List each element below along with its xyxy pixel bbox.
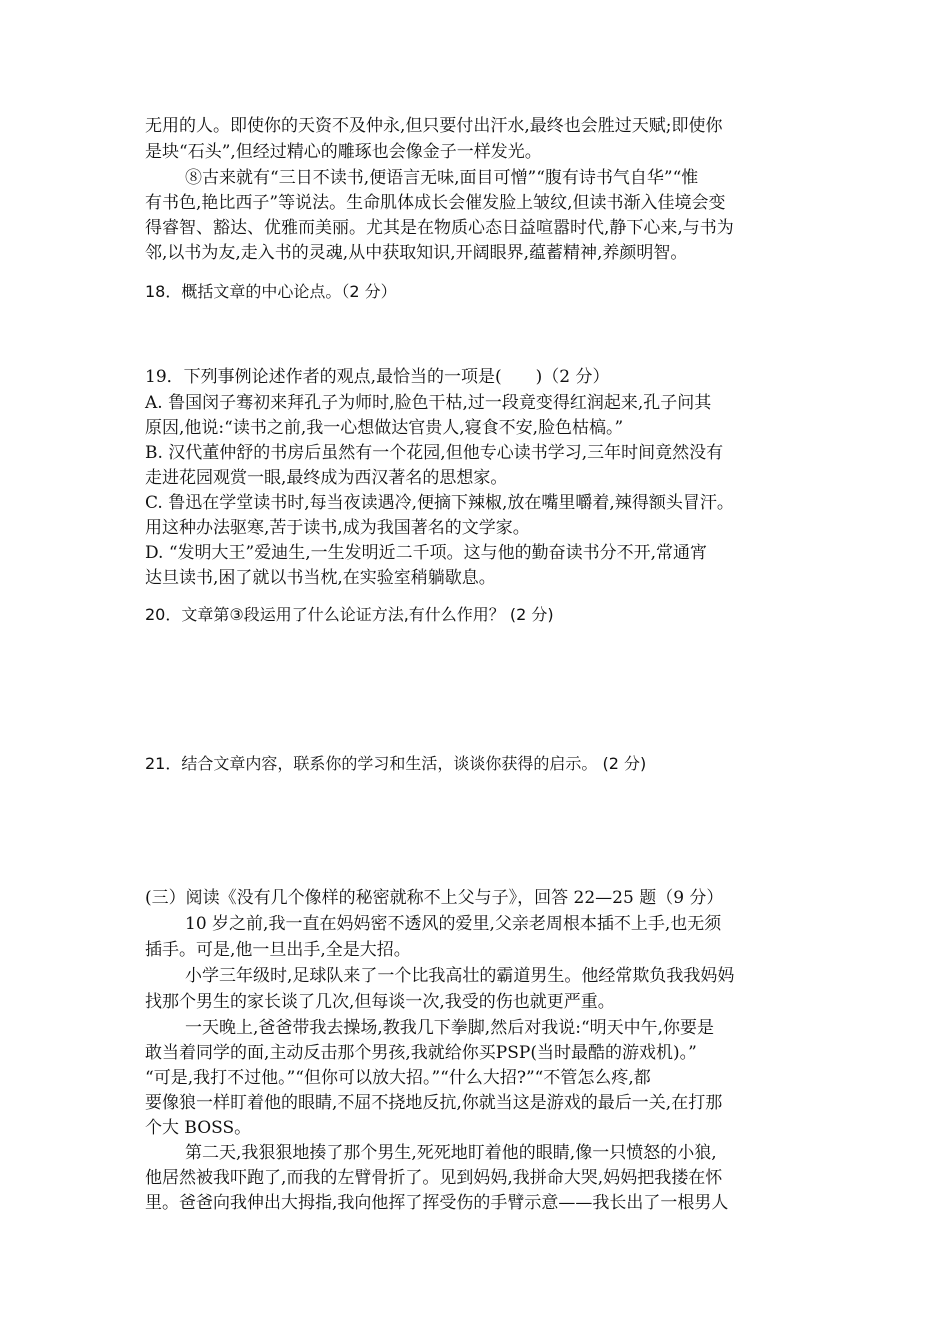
passage-line: 插手。可是,他一旦出手,全是大招。 — [145, 940, 411, 960]
passage-line: ⑧古来就有“三日不读书,便语言无味,面目可憎”“腹有诗书气自华”“惟 — [185, 168, 699, 188]
question-21: 21．结合文章内容，联系你的学习和生活，谈谈你获得的启示。 (2 分) — [145, 754, 647, 773]
question-19-option: 走进花园观赏一眼,最终成为西汉著名的思想家。 — [145, 468, 508, 488]
question-19-option: 达旦读书,困了就以书当枕,在实验室稍躺歇息。 — [145, 568, 496, 588]
passage-line: “可是,我打不过他。”“但你可以放大招。”“什么大招?”“不管怎么疼,都 — [145, 1068, 651, 1088]
question-18: 18．概括文章的中心论点。（2 分） — [145, 282, 397, 301]
passage-line: 得睿智、豁达、优雅而美丽。尤其是在物质心态日益喧嚣时代,静下心来,与书为 — [145, 218, 734, 238]
question-19-option: 用这种办法驱寒,苦于读书,成为我国著名的文学家。 — [145, 518, 530, 538]
passage-line: 敢当着同学的面,主动反击那个男孩,我就给你买PSP(当时最酷的游戏机)。” — [145, 1043, 697, 1063]
question-19-stem: 19．下列事例论述作者的观点,最恰当的一项是( )（2 分） — [145, 367, 610, 387]
passage-line: 找那个男生的家长谈了几次,但每谈一次,我受的伤也就更严重。 — [145, 992, 615, 1012]
passage-line: 一天晚上,爸爸带我去操场,教我几下拳脚,然后对我说:“明天中午,你要是 — [185, 1018, 715, 1038]
question-20: 20．文章第③段运用了什么论证方法,有什么作用？ (2 分) — [145, 605, 554, 624]
passage-line: 无用的人。即使你的天资不及仲永,但只要付出汗水,最终也会胜过天赋;即使你 — [145, 116, 723, 136]
question-19-option: 原因,他说:“读书之前,我一心想做达官贵人,寝食不安,脸色枯槁。” — [145, 418, 624, 438]
question-19-option: C. 鲁迅在学堂读书时,每当夜读遇冷,便摘下辣椒,放在嘴里嚼着,辣得额头冒汗。 — [145, 493, 734, 513]
section-heading: (三）阅读《没有几个像样的秘密就称不上父与子》，回答 22—25 题（9 分） — [145, 888, 724, 908]
passage-line: 里。爸爸向我伸出大拇指,我向他挥了挥受伤的手臂示意——我长出了一根男人 — [145, 1193, 729, 1213]
passage-line: 个大 BOSS。 — [145, 1118, 252, 1138]
passage-line: 他居然被我吓跑了,而我的左臂骨折了。见到妈妈,我拼命大哭,妈妈把我搂在怀 — [145, 1168, 723, 1188]
passage-line: 第二天,我狠狠地揍了那个男生,死死地盯着他的眼睛,像一只愤怒的小狼, — [185, 1143, 717, 1163]
passage-line: 10 岁之前,我一直在妈妈密不透风的爱里,父亲老周根本插不上手,也无须 — [185, 914, 722, 934]
passage-line: 要像狼一样盯着他的眼睛,不屈不挠地反抗,你就当这是游戏的最后一关,在打那 — [145, 1093, 723, 1113]
question-19-option: A. 鲁国闵子骞初来拜孔子为师时,脸色干枯,过一段竟变得红润起来,孔子问其 — [145, 393, 712, 413]
question-19-option: B. 汉代董仲舒的书房后虽然有一个花园,但他专心读书学习,三年时间竟然没有 — [145, 443, 724, 463]
passage-line: 邻,以书为友,走入书的灵魂,从中获取知识,开阔眼界,蕴蓄精神,养颜明智。 — [145, 243, 688, 263]
passage-line: 是块“石头”,但经过精心的雕琢也会像金子一样发光。 — [145, 142, 542, 162]
passage-line: 有书色,艳比西子”等说法。生命肌体成长会催发脸上皱纹,但读书渐入佳境会变 — [145, 193, 726, 213]
passage-line: 小学三年级时,足球队来了一个比我高壮的霸道男生。他经常欺负我我妈妈 — [185, 966, 735, 986]
question-19-option: D. “发明大王”爱迪生,一生发明近二千项。这与他的勤奋读书分不开,常通宵 — [145, 543, 708, 563]
